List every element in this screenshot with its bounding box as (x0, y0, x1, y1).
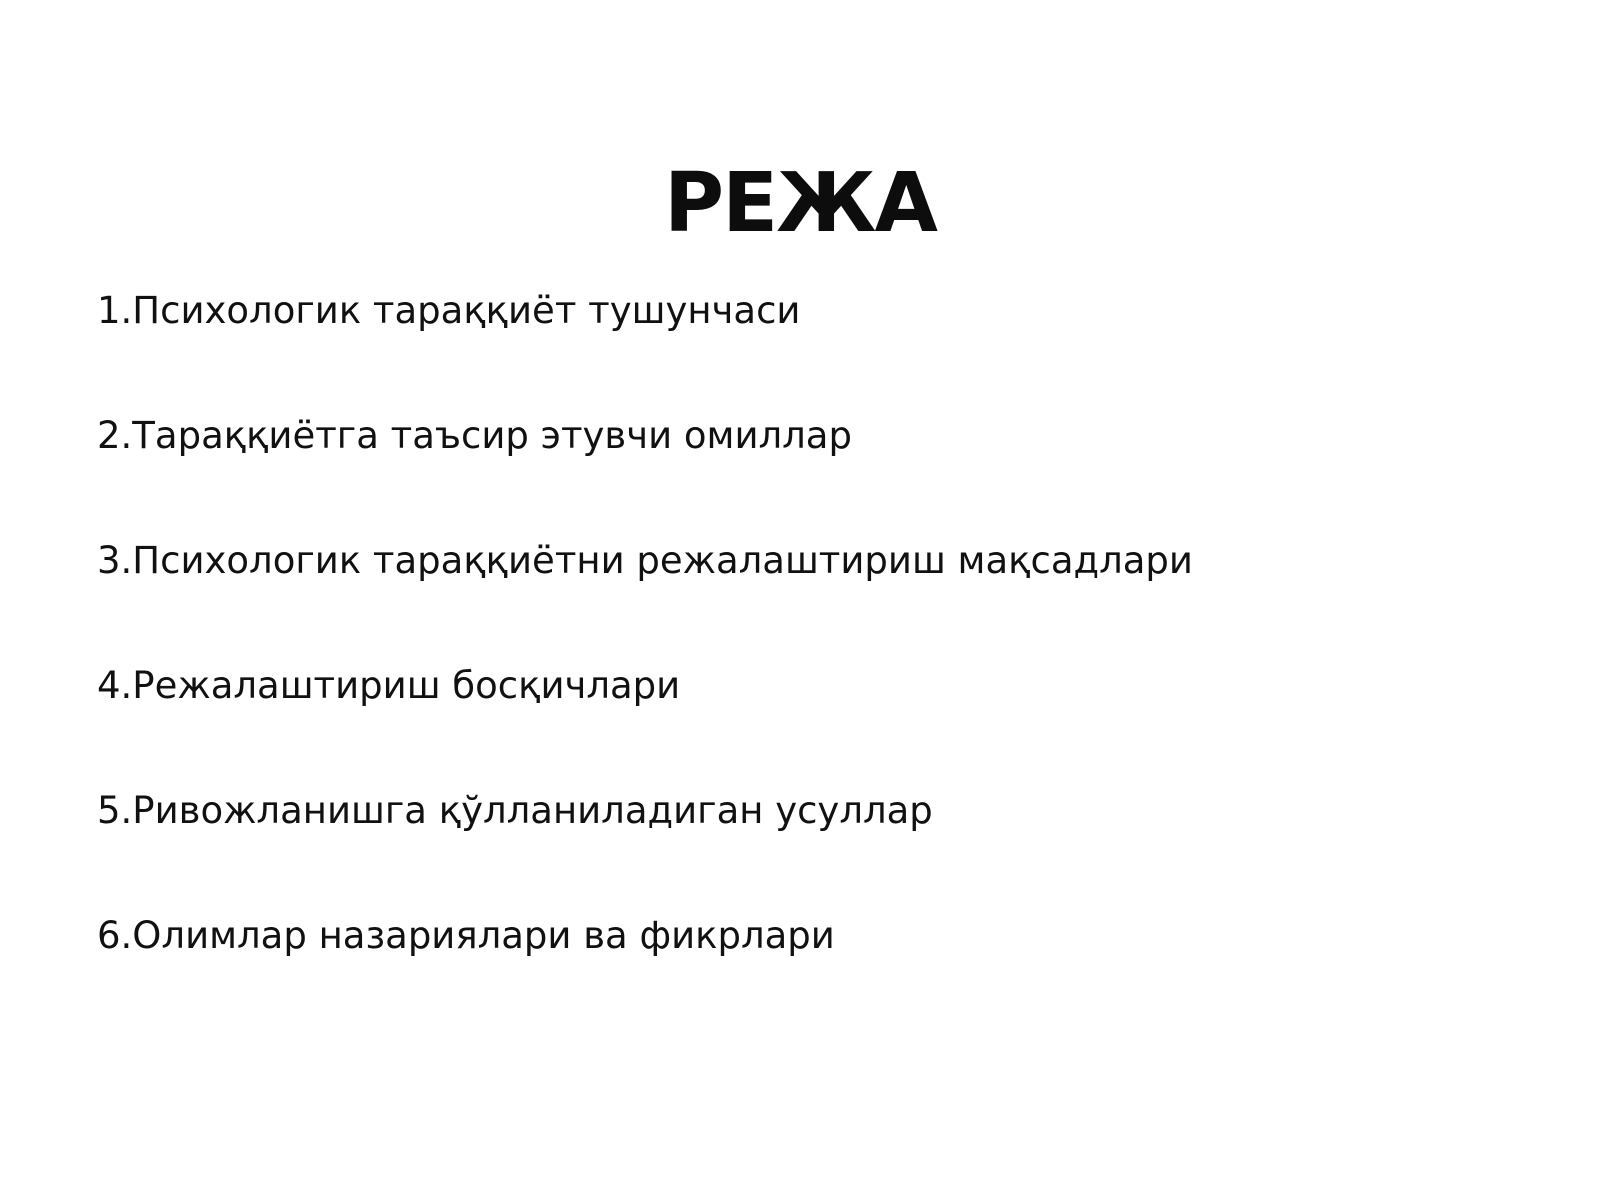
plan-item-5: 5.Ривожланишга қўлланиладиган усуллар (97, 789, 933, 832)
plan-list (97, 288, 1497, 1038)
plan-item-1: 1.Психологик тараққиёт тушунчаси (97, 289, 801, 332)
plan-item-6: 6.Олимлар назариялари ва фикрлари (97, 914, 835, 957)
plan-item-4: 4.Режалаштириш босқичлари (97, 664, 681, 707)
plan-item-2: 2.Тараққиётга таъсир этувчи омиллар (97, 414, 852, 457)
plan-item-3: 3.Психологик тараққиётни режалаштириш мақсадлари (97, 539, 1193, 582)
slide-title: РЕЖА (664, 155, 936, 251)
